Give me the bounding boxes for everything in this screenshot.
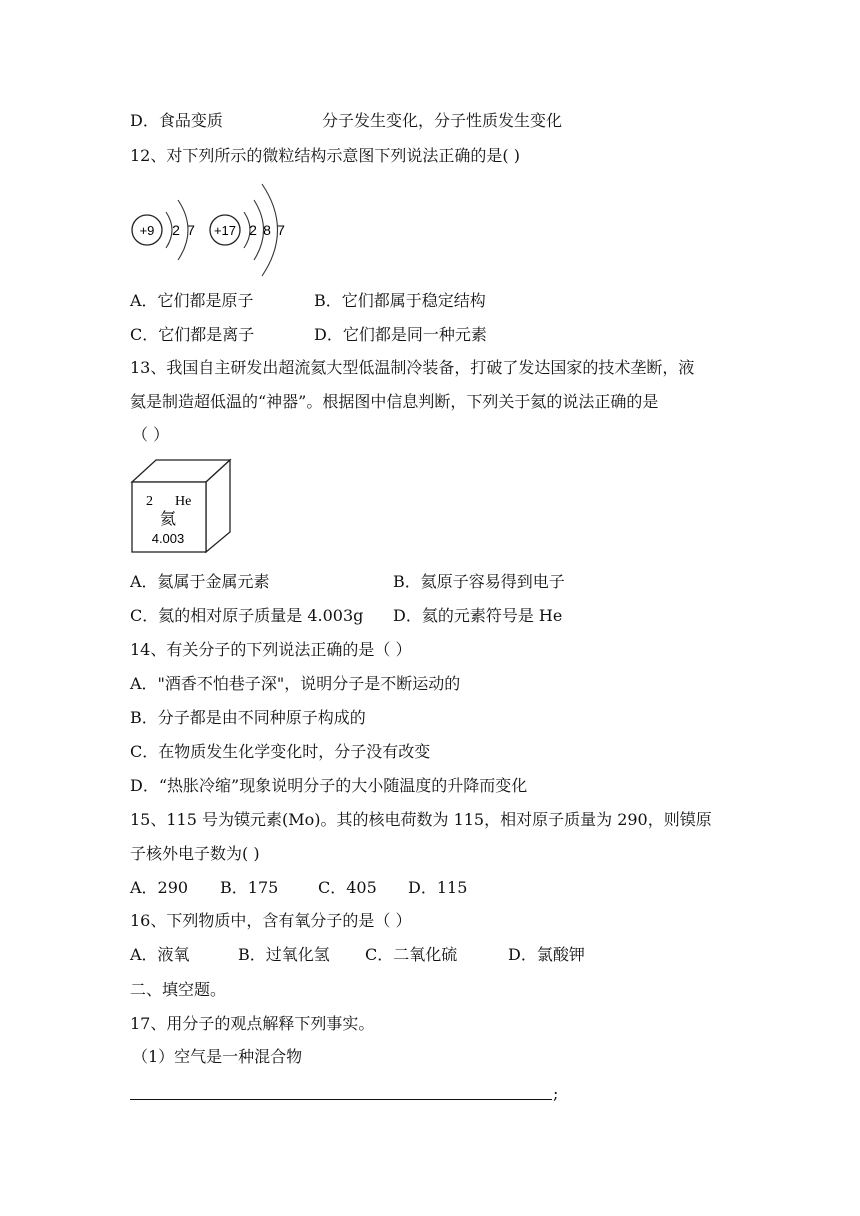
- fluorine-atom-diagram: [132, 200, 195, 260]
- q13-option-d: D．氦的元素符号是 He: [393, 606, 563, 625]
- q11-option-d-explanation: 分子发生变化，分子性质发生变化: [322, 111, 563, 130]
- q16-option-d: D．氯酸钾: [508, 945, 585, 964]
- answer-end-mark: ;: [553, 1084, 559, 1103]
- q15-stem-line-1: 15、115 号为镆元素(Mo)。其的核电荷数为 115，相对原子质量为 290，则镆原: [130, 810, 712, 829]
- shell-electrons: 2: [172, 222, 180, 238]
- q13-option-a: A．氦属于金属元素: [130, 572, 270, 591]
- q11-option-d: D．食品变质: [130, 111, 223, 130]
- q14-stem: 14、有关分子的下列说法正确的是（ ）: [130, 640, 412, 659]
- q15-option-c: C．405: [318, 878, 377, 897]
- q12-stem: 12、对下列所示的微粒结构示意图下列说法正确的是( ): [130, 146, 520, 165]
- q17-stem: 17、用分子的观点解释下列事实。: [130, 1014, 375, 1033]
- shell-arc: [166, 212, 172, 248]
- element-symbol: He: [175, 494, 192, 509]
- element-name: 氦: [159, 509, 177, 528]
- nucleus-charge-1: +9: [139, 223, 155, 238]
- shell-electrons: 7: [187, 222, 195, 238]
- chlorine-atom-diagram: [210, 184, 285, 276]
- atomic-number: 2: [146, 494, 153, 509]
- shell-electrons: 8: [263, 222, 271, 238]
- helium-element-card: [130, 456, 234, 556]
- q15-option-b: B．175: [220, 878, 279, 897]
- q14-option-b: B．分子都是由不同种原子构成的: [130, 708, 366, 727]
- q16-stem: 16、下列物质中，含有氧分子的是（ ）: [130, 911, 412, 930]
- q15-option-d: D．115: [408, 878, 468, 897]
- q14-option-a: A．"酒香不怕巷子深"，说明分子是不断运动的: [130, 674, 461, 693]
- q14-option-d: D．“热胀冷缩”现象说明分子的大小随温度的升降而变化: [130, 776, 528, 795]
- q16-option-c: C．二氧化硫: [365, 945, 458, 964]
- answer-blank-line[interactable]: [130, 1099, 552, 1100]
- q13-stem-line-3: （ ）: [132, 425, 170, 444]
- q15-option-a: A．290: [130, 878, 189, 897]
- q13-stem-line-1: 13、我国自主研发出超流氦大型低温制冷装备，打破了发达国家的技术垄断，液: [130, 358, 695, 377]
- shell-electrons: 2: [249, 222, 257, 238]
- q16-option-a: A．液氧: [130, 945, 190, 964]
- shell-electrons: 7: [277, 222, 285, 238]
- q17-subquestion-1: （1）空气是一种混合物: [132, 1047, 303, 1066]
- atomic-mass: 4.003: [151, 531, 185, 546]
- q14-option-c: C．在物质发生化学变化时，分子没有改变: [130, 742, 431, 761]
- q12-option-b: B．它们都属于稳定结构: [314, 291, 486, 310]
- q13-option-b: B．氦原子容易得到电子: [393, 572, 565, 591]
- q12-option-c: C．它们都是离子: [130, 325, 255, 344]
- atomic-structure-diagrams: [128, 176, 298, 282]
- q12-option-d: D．它们都是同一种元素: [314, 325, 487, 344]
- q13-option-c: C．氦的相对原子质量是 4.003g: [130, 606, 364, 625]
- q15-stem-line-2: 子核外电子数为( ): [130, 844, 260, 863]
- section-heading-fill-in: 二、填空题。: [130, 980, 227, 999]
- nucleus-charge-2: +17: [213, 223, 237, 238]
- q12-option-a: A．它们都是原子: [130, 291, 254, 310]
- q16-option-b: B．过氧化氢: [238, 945, 330, 964]
- q13-stem-line-2: 氦是制造超低温的“神器”。根据图中信息判断，下列关于氦的说法正确的是: [130, 392, 659, 411]
